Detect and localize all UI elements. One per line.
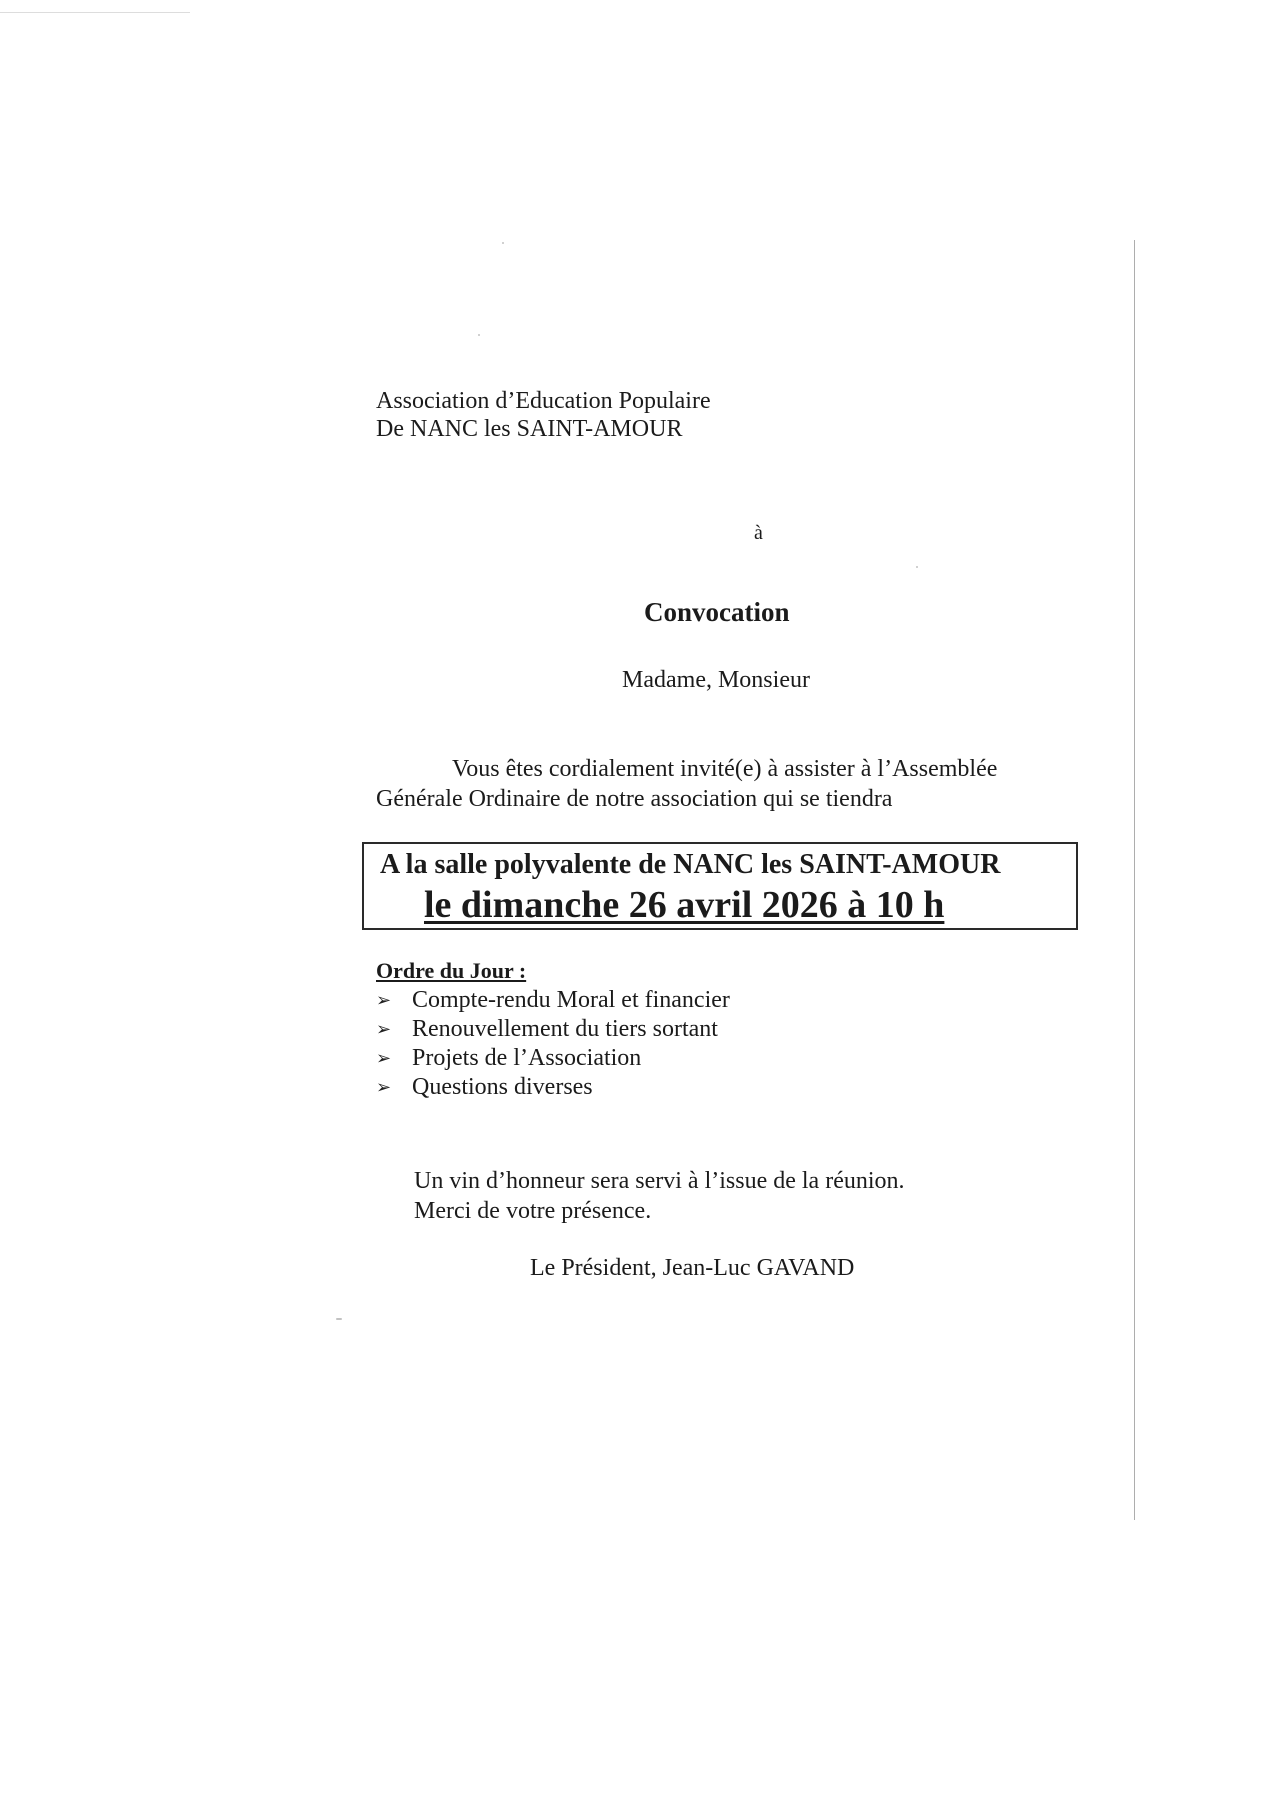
arrow-bullet-icon: ➢ (376, 1077, 392, 1098)
agenda-list (376, 986, 730, 1102)
scan-edge-right (1134, 240, 1135, 1520)
list-item (376, 1015, 730, 1044)
arrow-bullet-icon: ➢ (376, 1019, 392, 1040)
document-title: Convocation (644, 597, 790, 627)
event-box (362, 842, 1078, 930)
sender-block (376, 387, 711, 443)
agenda-item-text: Projets de l’Association (412, 1045, 642, 1071)
scan-speck (478, 334, 480, 336)
event-date: le dimanche 26 avril 2026 à 10 h (424, 884, 945, 926)
agenda-item-text: Renouvellement du tiers sortant (412, 1016, 718, 1042)
sender-line-1: Association d’Education Populaire (376, 388, 711, 414)
closing-paragraph (414, 1166, 905, 1226)
closing-line-2: Merci de votre présence. (414, 1198, 652, 1224)
sender-line-2: De NANC les SAINT-AMOUR (376, 416, 683, 442)
agenda-title: Ordre du Jour : (376, 958, 527, 983)
scan-speck (916, 566, 918, 568)
arrow-bullet-icon: ➢ (376, 990, 392, 1011)
scan-speck (336, 1318, 342, 1320)
intro-line-2: Générale Ordinaire de notre association qui se tiendra (376, 786, 893, 812)
recipient: à (754, 522, 763, 544)
list-item (376, 1073, 730, 1102)
arrow-bullet-icon: ➢ (376, 1048, 392, 1069)
event-place: A la salle polyvalente de NANC les SAINT-AMOUR (380, 849, 1001, 880)
agenda-item-text: Questions diverses (412, 1074, 593, 1100)
signature: Le Président, Jean-Luc GAVAND (530, 1255, 855, 1281)
closing-line-1: Un vin d’honneur sera servi à l’issue de la réunion. (414, 1168, 905, 1194)
intro-line-1: Vous êtes cordialement invité(e) à assister à l’Assemblée (452, 756, 998, 782)
intro-paragraph (376, 754, 997, 814)
list-item (376, 986, 730, 1015)
salutation: Madame, Monsieur (622, 667, 810, 693)
list-item (376, 1044, 730, 1073)
scan-speck (502, 242, 504, 244)
agenda-item-text: Compte-rendu Moral et financier (412, 987, 730, 1013)
agenda (376, 958, 730, 1102)
scan-edge-top (0, 12, 190, 13)
